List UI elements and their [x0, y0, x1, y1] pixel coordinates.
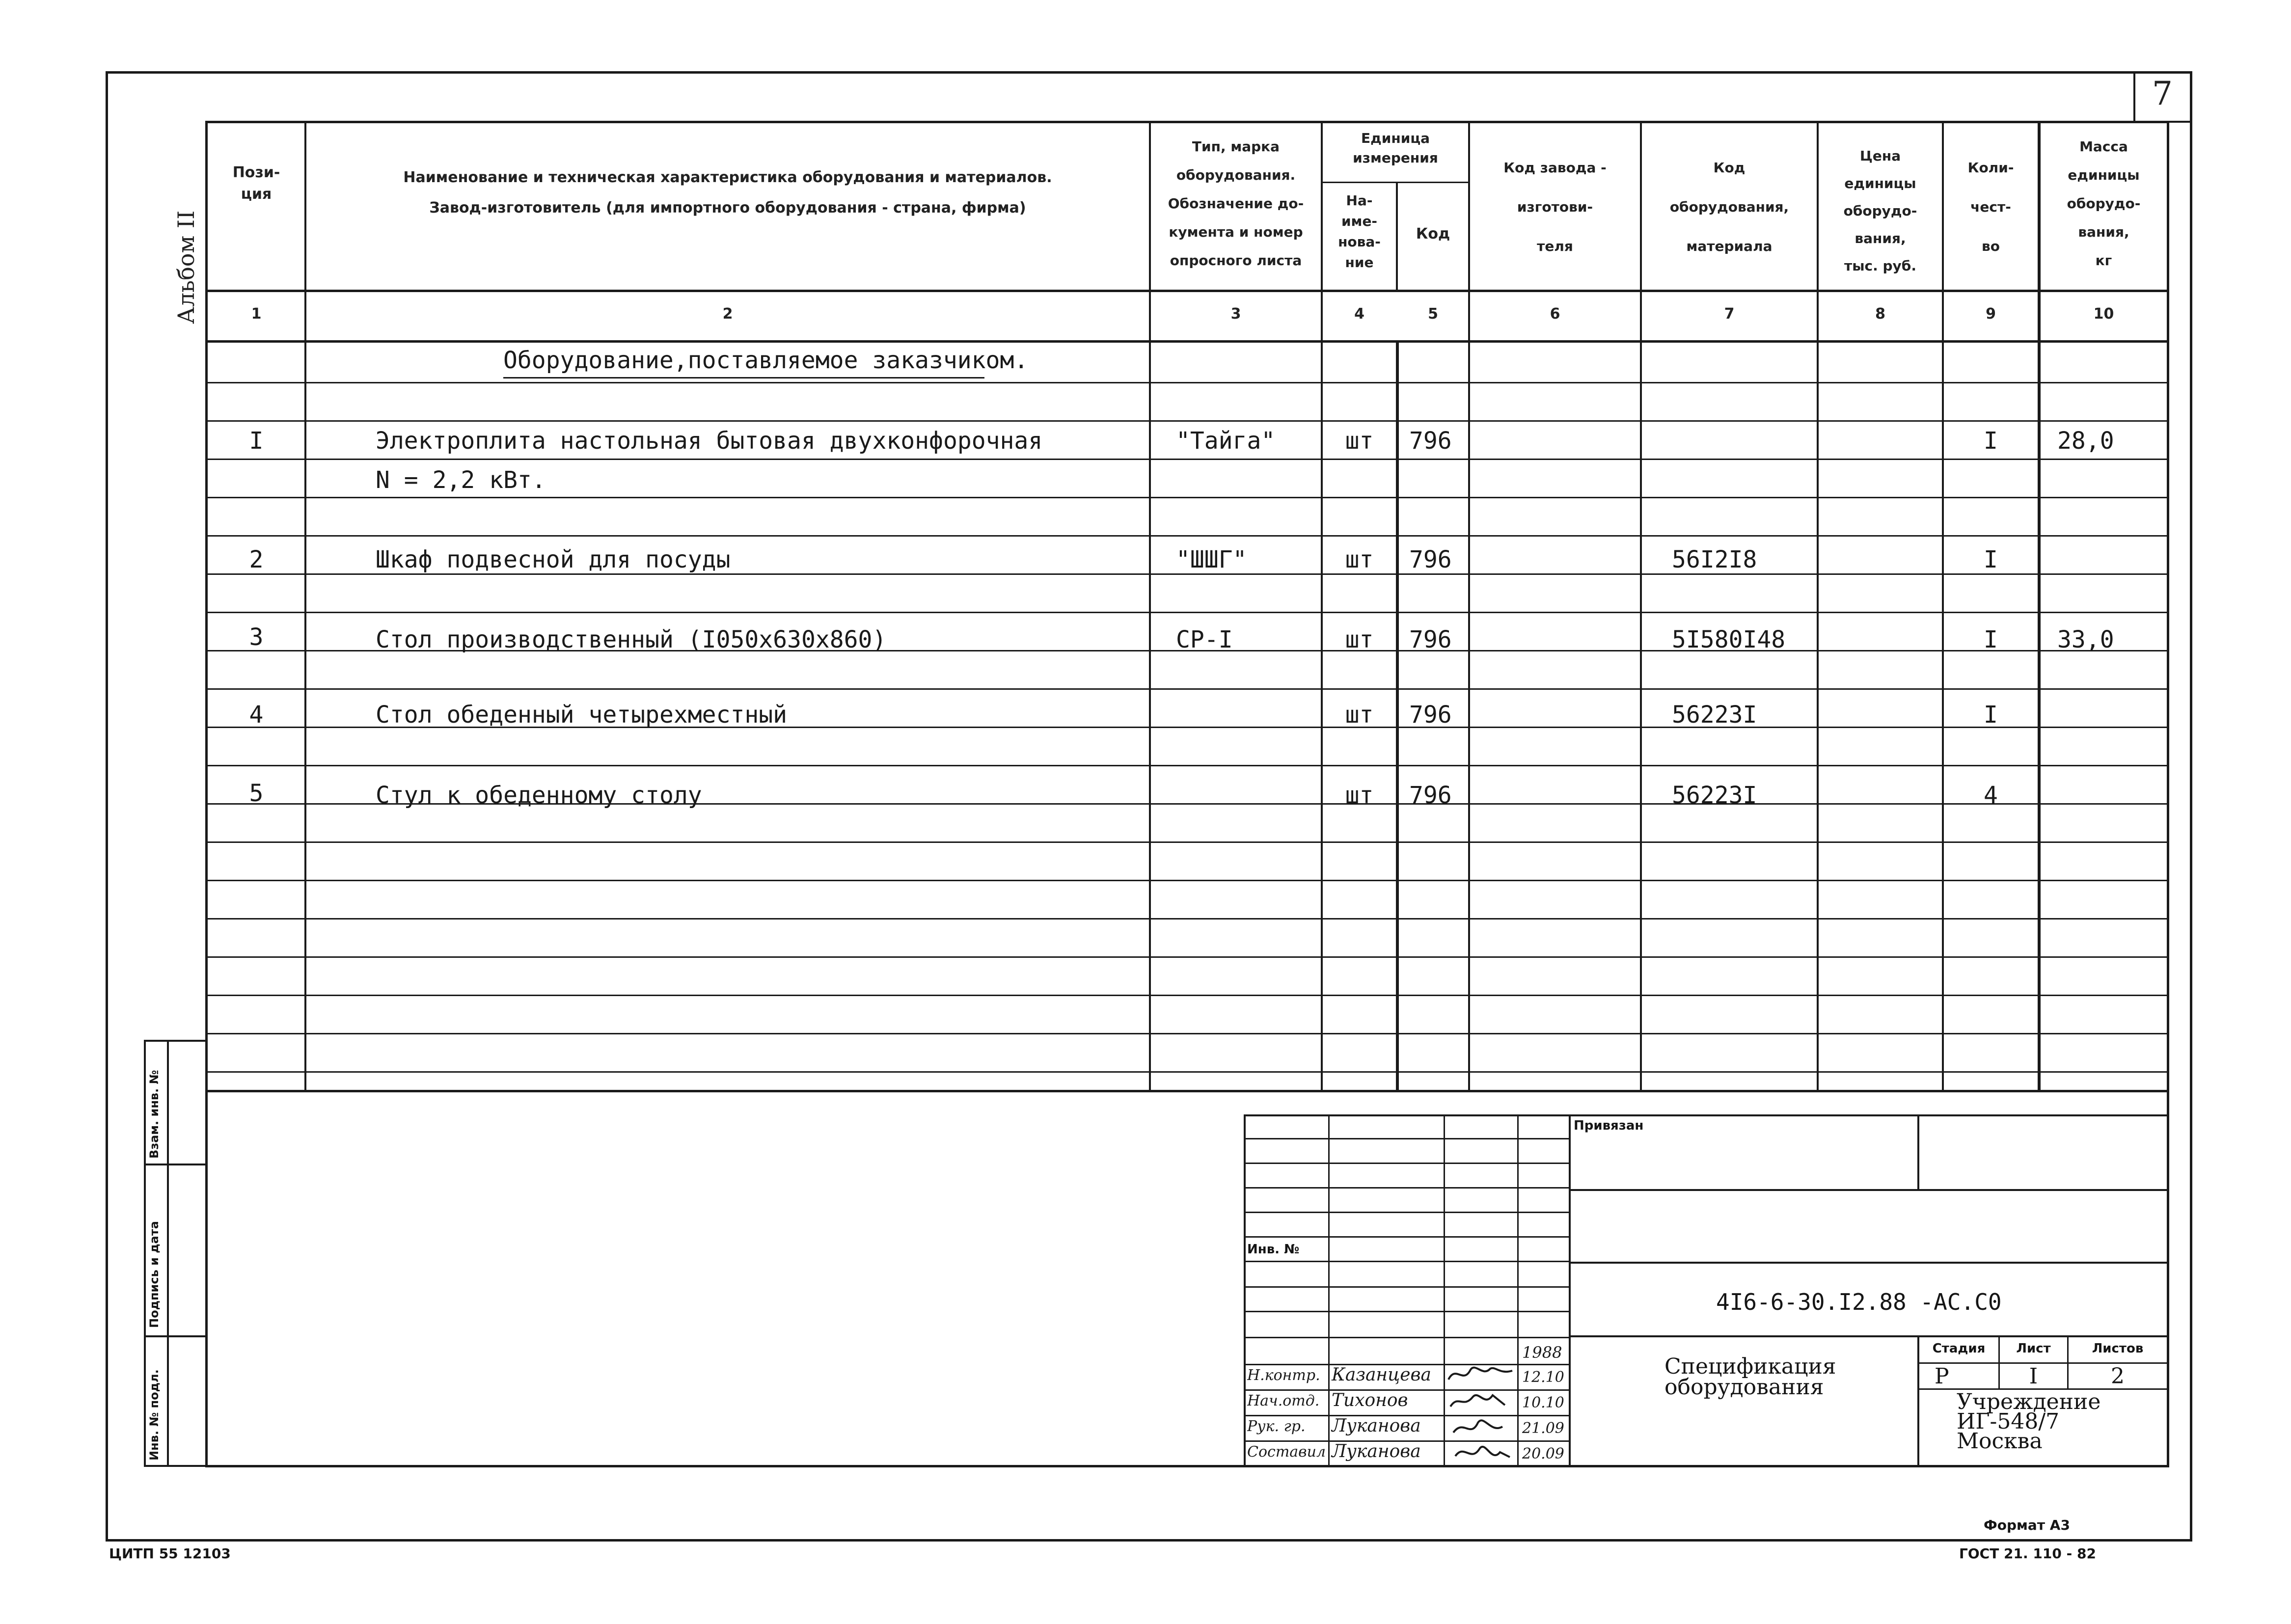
- org-line3: Москва: [1957, 1429, 2043, 1454]
- row-qty: I: [1984, 626, 1998, 653]
- row-code: 796: [1409, 782, 1452, 809]
- header-col2: Наименование и техническая характеристика оборудования и материалов. Завод-изготовитель (для импортного оборудования - страна, фирма): [403, 169, 1052, 217]
- row-unit: шт: [1345, 626, 1374, 653]
- stadiya-label: Стадия: [1932, 1341, 1986, 1356]
- row-position: 2: [249, 546, 264, 573]
- row-name: Шкаф подвесной для посуды: [376, 546, 731, 573]
- org-line1: Учреждение: [1957, 1389, 2101, 1414]
- col-number: 10: [2093, 305, 2114, 323]
- col-number: 4: [1354, 305, 1364, 323]
- row-code: 796: [1409, 546, 1452, 573]
- row-type: СР-I: [1176, 626, 1233, 653]
- row-equipment-code: 56223I: [1672, 701, 1757, 729]
- album-label: Альбом II: [173, 210, 199, 324]
- signature-date: 12.10: [1522, 1369, 1564, 1386]
- row-code: 796: [1409, 701, 1452, 729]
- col-number: 1: [251, 305, 262, 323]
- document-code: 4I6-6-30.I2.88 -АС.С0: [1716, 1289, 2002, 1315]
- row-qty: I: [1984, 546, 1998, 573]
- header-col10: Масса единицы оборудо- вания, кг: [2067, 138, 2141, 269]
- signature-role: Рук. гр.: [1247, 1418, 1306, 1435]
- signature-date: 21.09: [1522, 1420, 1564, 1437]
- header-col9: Коли- чест- во: [1967, 160, 2014, 254]
- row-name: N = 2,2 кВт.: [376, 466, 546, 494]
- header-col1: Пози- ция: [232, 164, 280, 203]
- header-col3: Тип, марка оборудования. Обозначение до- кумента и номер опросного листа: [1168, 138, 1304, 269]
- row-type: "ШШГ": [1176, 546, 1247, 573]
- signature-role: Н.контр.: [1247, 1367, 1320, 1384]
- stamp-podpis-data: Подпись и дата: [147, 1221, 161, 1328]
- header-col8: Цена единицы оборудо- вания, тыс. руб.: [1843, 148, 1917, 274]
- header-col4: На- име- нова- ние: [1338, 192, 1381, 271]
- signature-name: Луканова: [1332, 1441, 1421, 1462]
- org-line2: ИГ-548/7: [1957, 1409, 2060, 1434]
- col-number: 8: [1875, 305, 1885, 323]
- col-number: 3: [1230, 305, 1241, 323]
- row-qty: 4: [1984, 782, 1998, 809]
- col-number: 5: [1428, 305, 1438, 323]
- footer-gost: ГОСТ 21. 110 - 82: [1959, 1545, 2096, 1562]
- row-type: "Тайга": [1176, 427, 1276, 455]
- row-name: Стол обеденный четырехместный: [376, 701, 788, 729]
- row-equipment-code: 56I2I8: [1672, 546, 1757, 573]
- header-unit-group: Единица измерения: [1353, 130, 1438, 166]
- signature-name: Тихонов: [1332, 1390, 1408, 1410]
- stadiya-value: Р: [1935, 1364, 1949, 1389]
- signature-role: Нач.отд.: [1247, 1392, 1320, 1409]
- page-number: 7: [2152, 75, 2173, 112]
- signature-name: Луканова: [1332, 1416, 1421, 1436]
- listov-value: 2: [2111, 1364, 2125, 1389]
- document-title-line1: Спецификация: [1664, 1354, 1836, 1379]
- row-unit: шт: [1345, 701, 1374, 729]
- header-col5: Код: [1416, 225, 1450, 243]
- row-position: I: [249, 427, 264, 455]
- row-equipment-code: 56223I: [1672, 782, 1757, 809]
- row-unit: шт: [1345, 546, 1374, 573]
- row-mass: 28,0: [2057, 427, 2114, 455]
- col-number: 2: [722, 305, 733, 323]
- row-unit: шт: [1345, 427, 1374, 455]
- list-label: Лист: [2016, 1341, 2051, 1356]
- document-title-line2: оборудования: [1664, 1375, 1824, 1400]
- row-equipment-code: 5I580I48: [1672, 626, 1786, 653]
- inv-no-label: Инв. №: [1247, 1242, 1300, 1257]
- handwritten-signatures: [1444, 1360, 1520, 1468]
- signature-date: 10.10: [1522, 1394, 1564, 1411]
- col-number: 7: [1724, 305, 1735, 323]
- col-number: 9: [1986, 305, 1996, 323]
- year: 1988: [1522, 1343, 1562, 1362]
- footer-format: Формат А3: [1984, 1517, 2070, 1533]
- signature-date: 20.09: [1522, 1445, 1564, 1462]
- row-code: 796: [1409, 427, 1452, 455]
- footer-code: ЦИТП 55 12103: [109, 1545, 231, 1562]
- signature-name: Казанцева: [1332, 1365, 1431, 1385]
- listov-label: Листов: [2092, 1341, 2144, 1356]
- row-mass: 33,0: [2057, 626, 2114, 653]
- row-name: Электроплита настольная бытовая двухконфорочная: [376, 427, 1043, 455]
- row-position: 5: [249, 780, 264, 807]
- row-name: Стол производственный (I050х630х860): [376, 626, 887, 653]
- signature-role: Составил: [1247, 1443, 1326, 1461]
- section-title: Оборудование,поставляемое заказчиком.: [503, 347, 1029, 374]
- header-col7: Код оборудования, материала: [1669, 160, 1789, 254]
- stamp-inv-vzam: Взам. инв. №: [147, 1070, 161, 1159]
- row-name: Стул к обеденному столу: [376, 782, 702, 809]
- list-value: I: [2029, 1364, 2038, 1389]
- privyazan-label: Привязан: [1574, 1118, 1644, 1133]
- row-code: 796: [1409, 626, 1452, 653]
- row-qty: I: [1984, 427, 1998, 455]
- header-col6: Код завода - изготови- теля: [1503, 160, 1607, 254]
- row-qty: I: [1984, 701, 1998, 729]
- stamp-inv-podl: Инв. № подл.: [147, 1369, 161, 1461]
- row-position: 3: [249, 623, 264, 651]
- col-number: 6: [1550, 305, 1560, 323]
- row-unit: шт: [1345, 782, 1374, 809]
- row-position: 4: [249, 701, 264, 729]
